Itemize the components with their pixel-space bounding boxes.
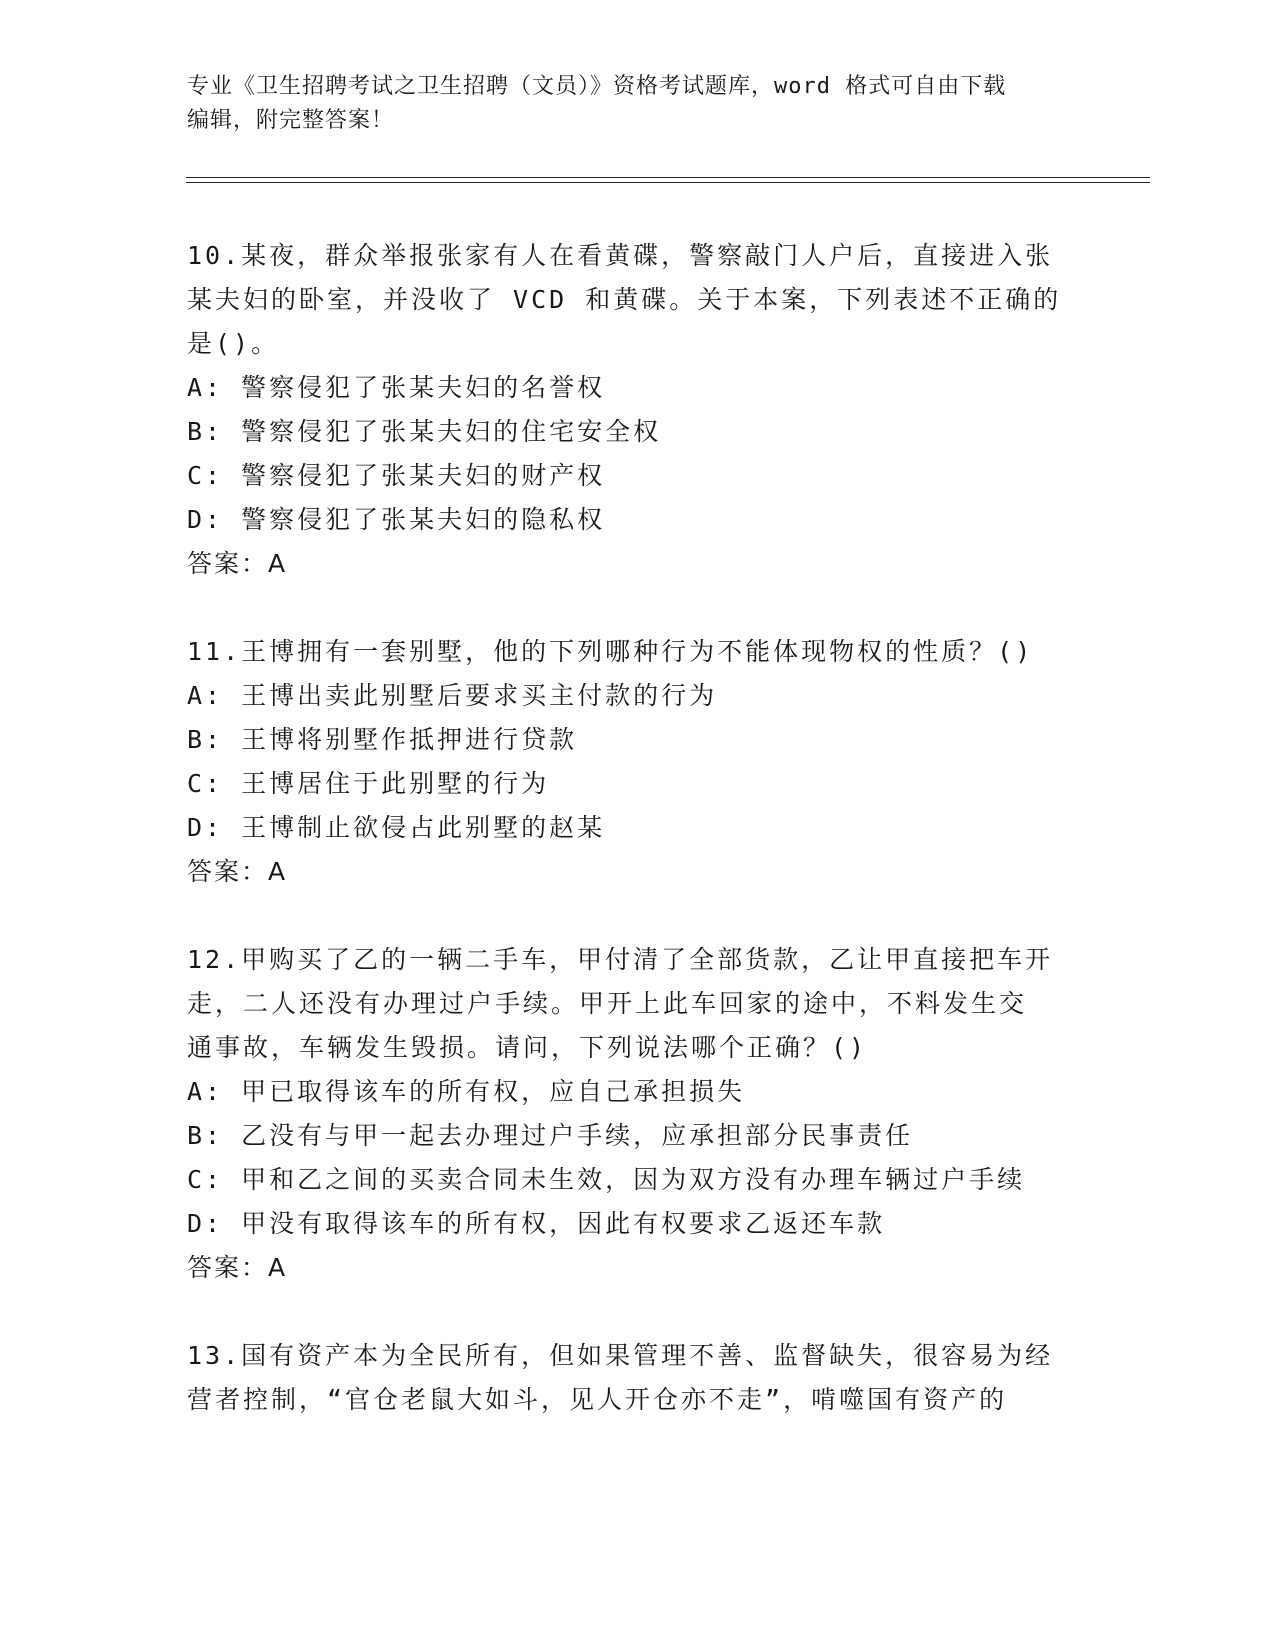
document-header	[187, 70, 1067, 138]
question-12	[187, 938, 1087, 1290]
question-stem-line: 通事故，车辆发生毁损。请问，下列说法哪个正确？()	[187, 1033, 868, 1062]
question-stem-line: 10.某夜，群众举报张家有人在看黄碟，警察敲门人户后，直接进入张	[187, 241, 1054, 270]
question-stem-line: 13.国有资产本为全民所有，但如果管理不善、监督缺失，很容易为经	[187, 1341, 1054, 1370]
option-c: C: 警察侵犯了张某夫妇的财产权	[187, 461, 606, 490]
option-b: B: 王博将别墅作抵押进行贷款	[187, 725, 578, 754]
option-d: D: 甲没有取得该车的所有权，因此有权要求乙返还车款	[187, 1209, 886, 1238]
option-b: B: 乙没有与甲一起去办理过户手续，应承担部分民事责任	[187, 1121, 914, 1150]
header-line-1: 专业《卫生招聘考试之卫生招聘（文员）》资格考试题库，word 格式可自由下载	[187, 74, 1007, 99]
option-a: A: 甲已取得该车的所有权，应自己承担损失	[187, 1077, 746, 1106]
question-stem-line: 12.甲购买了乙的一辆二手车，甲付清了全部货款，乙让甲直接把车开	[187, 945, 1054, 974]
option-a: A: 警察侵犯了张某夫妇的名誉权	[187, 373, 606, 402]
option-c: C: 王博居住于此别墅的行为	[187, 769, 550, 798]
question-stem-line: 是()。	[187, 329, 280, 358]
option-c: C: 甲和乙之间的买卖合同未生效，因为双方没有办理车辆过户手续	[187, 1165, 1026, 1194]
answer-line: 答案：A	[187, 549, 288, 578]
question-11	[187, 630, 1087, 894]
option-b: B: 警察侵犯了张某夫妇的住宅安全权	[187, 417, 662, 446]
header-line-2: 编辑，附完整答案！	[187, 108, 395, 133]
question-stem-line: 11.王博拥有一套别墅，他的下列哪种行为不能体现物权的性质？()	[187, 637, 1034, 666]
option-d: D: 警察侵犯了张某夫妇的隐私权	[187, 505, 606, 534]
header-rule-top	[186, 177, 1150, 178]
question-stem-line: 走，二人还没有办理过户手续。甲开上此车回家的途中，不料发生交	[187, 989, 1028, 1018]
header-rule-bottom	[186, 182, 1150, 183]
question-stem-line: 营者控制，“官仓老鼠大如斗，见人开仓亦不走”，啃噬国有资产的	[187, 1385, 1008, 1414]
answer-line: 答案：A	[187, 857, 288, 886]
option-d: D: 王博制止欲侵占此别墅的赵某	[187, 813, 606, 842]
option-a: A: 王博出卖此别墅后要求买主付款的行为	[187, 681, 718, 710]
answer-line: 答案：A	[187, 1253, 288, 1282]
question-10	[187, 234, 1087, 586]
question-13	[187, 1334, 1087, 1422]
question-list	[187, 234, 1087, 1466]
question-stem-line: 某夫妇的卧室，并没收了 VCD 和黄碟。关于本案，下列表述不正确的	[187, 285, 1062, 314]
